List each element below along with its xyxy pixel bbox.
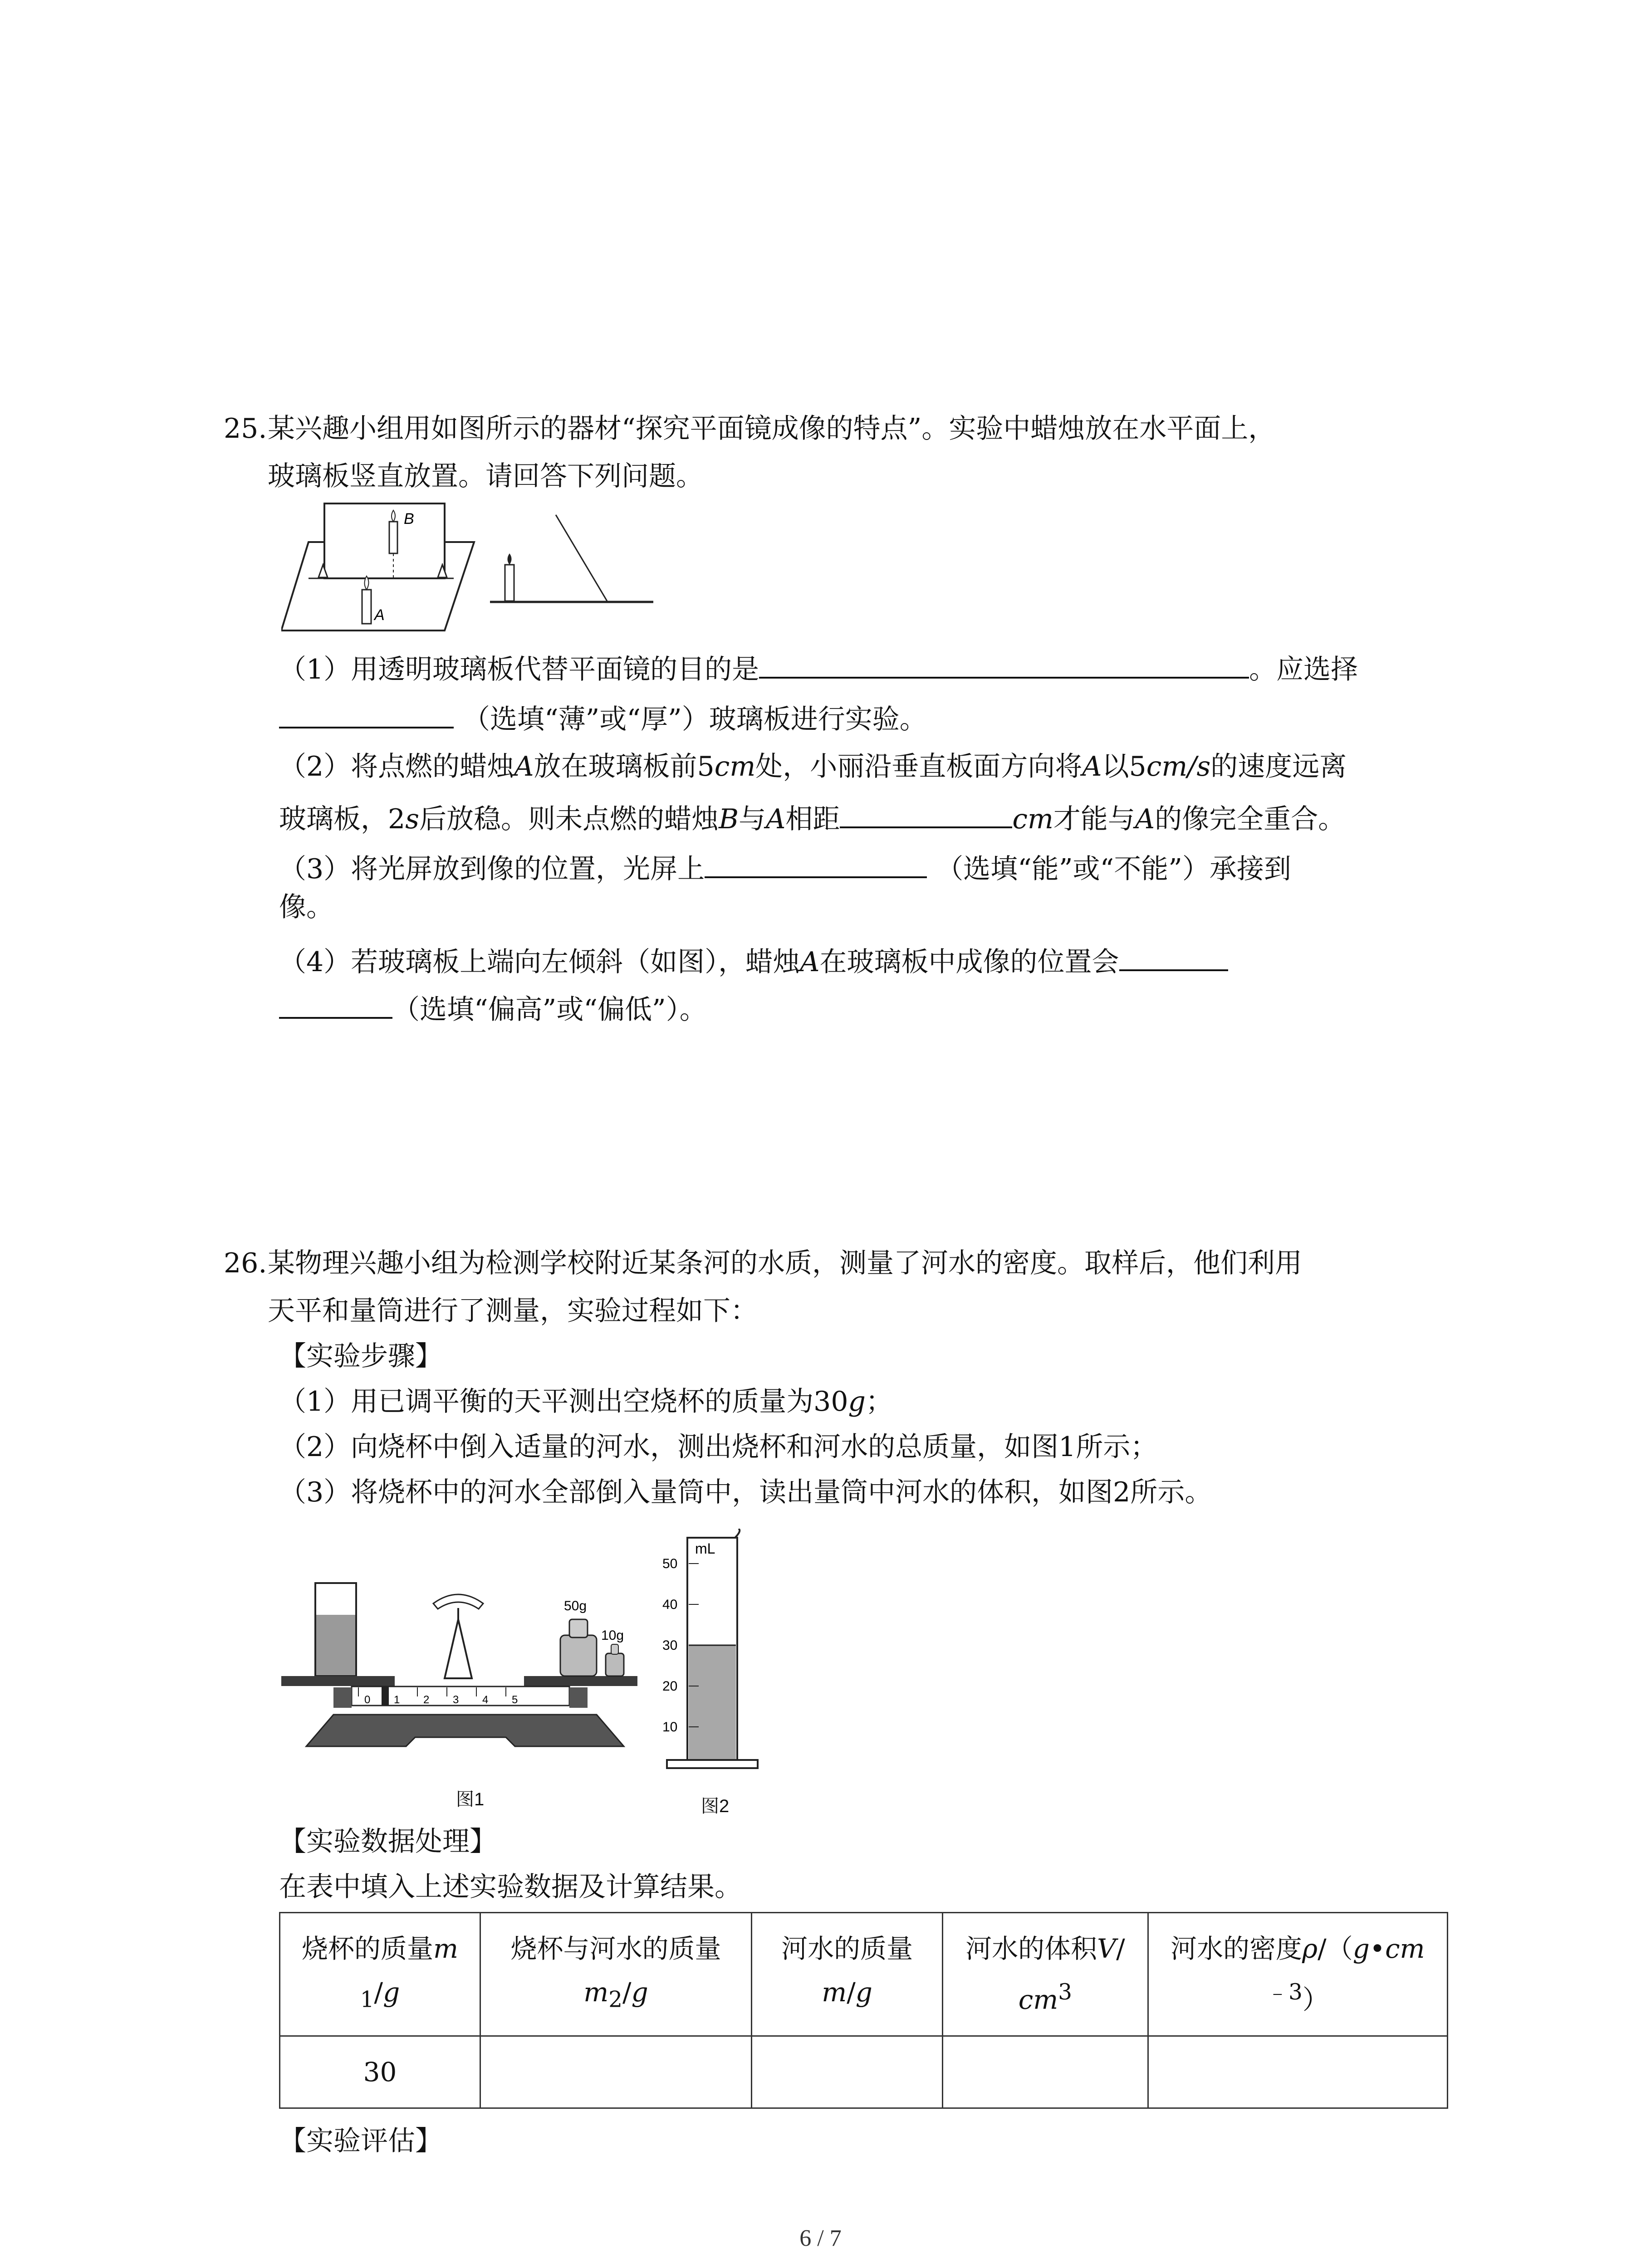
evaluation-heading: 【实验评估】	[279, 2125, 442, 2157]
scale-tick-label: 3	[453, 1694, 459, 1706]
scale-tick-label: 0	[364, 1694, 371, 1706]
weight-10g-label: 10g	[601, 1628, 624, 1643]
data-table	[279, 1912, 1448, 2109]
q25-part1-line1	[279, 649, 1358, 688]
header-unit: g	[855, 1977, 872, 2008]
header-water-mass	[752, 1913, 943, 2036]
header-unit: cm	[1018, 1984, 1058, 2015]
scale-tick-label: 4	[482, 1694, 489, 1706]
q25-part2-text: 处，小丽沿垂直板面方向将	[755, 751, 1083, 782]
header-sub: 2	[608, 1987, 623, 2013]
header-text: 河水的密度	[1171, 1933, 1303, 1964]
question-26-stem-line2: 天平和量筒进行了测量，实验过程如下：	[268, 1295, 758, 1327]
data-processing-instruction: 在表中填入上述实验数据及计算结果。	[279, 1871, 742, 1903]
q25-part2-var: B	[718, 803, 739, 835]
header-unit: g	[1352, 1933, 1370, 1964]
q25-part2-text: 的速度远离	[1210, 751, 1347, 782]
q25-part2-text: 以5	[1102, 751, 1146, 782]
cell-water-mass[interactable]	[752, 2036, 943, 2108]
cylinder-unit-label: mL	[695, 1540, 715, 1557]
header-text: 河水的体积	[965, 1933, 1097, 1964]
header-var: V	[1097, 1933, 1117, 1964]
table-row	[280, 2036, 1448, 2108]
candle-b-label: B	[404, 510, 414, 528]
step-3: （3）将烧杯中的河水全部倒入量筒中，读出量筒中河水的体积，如图2所示。	[279, 1476, 1212, 1508]
header-text: 烧杯的质量	[301, 1933, 433, 1964]
plane-mirror-experiment-figure	[281, 501, 658, 637]
cell-beaker-mass: 30	[280, 2036, 480, 2108]
question-25-number: 25.	[224, 413, 267, 445]
q25-part2-line2	[279, 798, 1345, 837]
q25-part1-line2	[279, 699, 927, 738]
table-header-row	[280, 1913, 1448, 2036]
balance-scale-figure	[279, 1565, 651, 1778]
scale-tick-label: 2	[423, 1694, 430, 1706]
step-1-text: （1）用已调平衡的天平测出空烧杯的质量为30	[279, 1386, 848, 1418]
header-var: ρ	[1302, 1933, 1318, 1964]
step-1-text: ；	[865, 1386, 893, 1418]
step-1-unit: g	[848, 1386, 866, 1418]
q25-part1-text-c: （选填“薄”或“厚”）玻璃板进行实验。	[463, 704, 927, 735]
q25-part3-text: （选填“能”或“不能”）承接到	[936, 853, 1291, 885]
q25-part4-var: A	[800, 946, 820, 978]
q25-part4-blank[interactable]	[1119, 941, 1228, 971]
q25-part3-line2: 像。	[279, 891, 333, 923]
header-text: •	[1369, 1933, 1386, 1964]
q25-part4-line1	[279, 941, 1228, 980]
header-text: 河水的质量	[781, 1933, 913, 1964]
header-text: /	[847, 1977, 856, 2008]
q25-part2-unit: cm	[1012, 803, 1053, 835]
cylinder-tick-label: 40	[662, 1597, 678, 1612]
figure-2-caption: 图2	[701, 1796, 730, 1816]
header-text: /（	[1318, 1933, 1353, 1964]
q25-part3-text: （3）将光屏放到像的位置，光屏上	[279, 853, 705, 885]
header-sup: ﹣3	[1266, 1980, 1303, 2005]
header-text: /	[374, 1977, 383, 2008]
q25-part3-line1	[279, 848, 1291, 887]
q25-part2-unit: s	[405, 803, 419, 835]
page-number: 6 / 7	[799, 2225, 842, 2251]
cell-total-mass[interactable]	[480, 2036, 752, 2108]
figure-1-caption: 图1	[456, 1789, 485, 1809]
q25-part2-text: （2）将点燃的蜡烛	[279, 751, 514, 782]
q25-part1-text-a: （1）用透明玻璃板代替平面镜的目的是	[279, 654, 759, 685]
header-unit: g	[383, 1977, 400, 2008]
header-water-density	[1148, 1913, 1447, 2036]
q25-part1-blank1[interactable]	[759, 649, 1249, 679]
q25-part4-text: （4）若玻璃板上端向左倾斜（如图），蜡烛	[279, 946, 800, 978]
header-text: /	[622, 1977, 632, 2008]
steps-heading: 【实验步骤】	[279, 1340, 442, 1372]
cell-water-volume[interactable]	[943, 2036, 1148, 2108]
data-processing-heading: 【实验数据处理】	[279, 1826, 497, 1857]
q25-part2-var: A	[514, 751, 534, 782]
header-var: m	[822, 1977, 847, 2008]
q25-part4-text: 在玻璃板中成像的位置会	[819, 946, 1119, 978]
step-2: （2）向烧杯中倒入适量的河水，测出烧杯和河水的总质量，如图1所示；	[279, 1431, 1158, 1463]
question-25-stem-line1: 某兴趣小组用如图所示的器材“探究平面镜成像的特点”。实验中蜡烛放在水平面上，	[268, 413, 1276, 445]
q25-part1-text-b: 。应选择	[1249, 654, 1358, 685]
cylinder-tick-label: 50	[662, 1556, 678, 1571]
header-var: m	[433, 1933, 458, 1964]
header-water-volume	[943, 1913, 1148, 2036]
rider	[382, 1686, 389, 1706]
header-unit: cm	[1385, 1933, 1425, 1964]
header-text: ）	[1302, 1984, 1329, 2015]
header-text: /	[1116, 1933, 1125, 1964]
q25-part4-line2	[279, 989, 707, 1028]
cell-water-density[interactable]	[1148, 2036, 1447, 2108]
question-26-number: 26.	[224, 1247, 267, 1279]
cylinder-tick-label: 30	[662, 1638, 678, 1653]
q25-part2-text: 后放稳。则未点燃的蜡烛	[419, 803, 719, 835]
header-text: 烧杯与河水的质量	[510, 1933, 721, 1964]
header-sub: 1	[360, 1987, 374, 2013]
cylinder-tick-label: 20	[662, 1679, 678, 1694]
header-total-mass	[480, 1913, 752, 2036]
q25-part2-text: 玻璃板，2	[279, 803, 406, 835]
q25-part2-text: 的像完全重合。	[1155, 803, 1346, 835]
weight-50g-label: 50g	[564, 1598, 587, 1613]
q25-part2-text: 才能与	[1053, 803, 1135, 835]
cylinder-tick-label: 10	[662, 1720, 678, 1735]
q25-part2-line1	[279, 748, 1347, 785]
q25-part2-text: 相距	[785, 803, 840, 835]
q25-part2-text: 与	[739, 803, 766, 835]
header-unit: g	[631, 1977, 648, 2008]
q25-part1-blank2[interactable]	[279, 699, 454, 728]
q25-part2-unit: cm/s	[1146, 751, 1211, 782]
q25-part4-blank-cont[interactable]	[279, 989, 392, 1019]
question-26-stem-line1: 某物理兴趣小组为检测学校附近某条河的水质，测量了河水的密度。取样后，他们利用	[268, 1247, 1302, 1279]
q25-part2-text: 放在玻璃板前5	[534, 751, 715, 782]
q25-part2-var: A	[766, 803, 786, 835]
header-beaker-mass	[280, 1913, 480, 2036]
scale-tick-label: 5	[512, 1694, 518, 1706]
q25-part2-var: A	[1135, 803, 1155, 835]
header-sup: 3	[1058, 1980, 1072, 2005]
question-25-stem-line2: 玻璃板竖直放置。请回答下列问题。	[268, 460, 703, 492]
header-var: m	[583, 1977, 609, 2008]
q25-part2-blank[interactable]	[840, 798, 1012, 828]
candle-a-label: A	[374, 606, 385, 624]
step-1	[279, 1383, 893, 1420]
q25-part4-text: （选填“偏高”或“偏低”）。	[392, 994, 707, 1026]
q25-part3-blank[interactable]	[705, 848, 927, 878]
graduated-cylinder-figure	[653, 1529, 771, 1783]
q25-part2-unit: cm	[714, 751, 756, 782]
scale-tick-label: 1	[394, 1694, 400, 1706]
q25-part2-var: A	[1082, 751, 1102, 782]
